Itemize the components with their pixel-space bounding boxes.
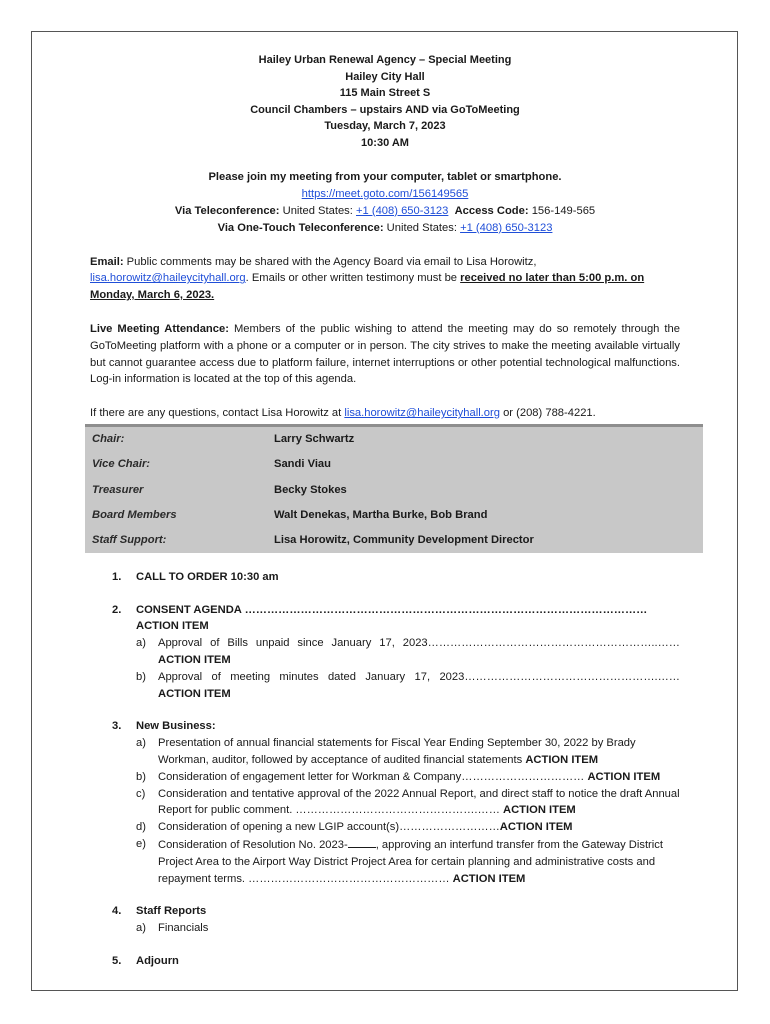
onetouch-line xyxy=(90,220,680,237)
header-date: Tuesday, March 7, 2023 xyxy=(324,120,446,133)
agenda-item-call-to-order xyxy=(112,569,680,586)
agenda-document xyxy=(90,52,680,986)
board-row xyxy=(85,477,703,502)
access-label: Access Code: xyxy=(454,204,529,217)
access-code: 156-149-565 xyxy=(528,204,596,217)
action-item-label: ACTION ITEM xyxy=(158,687,231,700)
header-room: Council Chambers – upstairs AND via GoToMeeting xyxy=(250,103,520,116)
sub-letter: b) xyxy=(136,770,146,783)
deadline-text: received no later than 5:00 p.m. on Monday, March 6, 2023. xyxy=(90,272,645,302)
header-time: 10:30 AM xyxy=(361,136,409,149)
email-label: Email: xyxy=(90,255,124,268)
item-title: New Business: xyxy=(136,720,216,733)
live-attendance-paragraph xyxy=(90,321,680,388)
board-row xyxy=(85,427,703,452)
item-number: 5. xyxy=(112,955,122,968)
board-row xyxy=(85,452,703,477)
sub-text: Financials xyxy=(158,922,209,935)
board-table xyxy=(85,424,703,553)
onetouch-phone-link[interactable]: +1 (408) 650-3123 xyxy=(460,221,553,234)
live-text: Members of the public wishing to attend the meeting may do so remotely through the GoToMeeting platform with a phone or a computer or in person. The city strives to make the meeting available virtually but cannot guarantee access due to platform failure, internet interruptions or other potential technological malfunctions. Log-in information is located at the top of this agenda. xyxy=(90,322,680,386)
tele-country: United States: xyxy=(279,204,356,217)
contact-email-link[interactable]: lisa.horowitz@haileycityhall.org xyxy=(344,407,500,420)
live-label: Live Meeting Attendance: xyxy=(90,322,229,335)
board-role: Treasurer xyxy=(92,483,144,496)
item-number: 3. xyxy=(112,720,122,733)
action-item-label: ACTION ITEM xyxy=(587,770,661,783)
contact-phone: or (208) 788-4221. xyxy=(499,407,596,420)
board-role: Board Members xyxy=(92,508,177,521)
email-text-2: . Emails or other written testimony must be xyxy=(245,272,461,285)
board-row xyxy=(85,528,703,553)
action-item-label: ACTION ITEM xyxy=(452,872,526,885)
agenda-list xyxy=(112,569,680,970)
sub-letter: a) xyxy=(136,637,146,650)
sub-item xyxy=(136,920,680,937)
sub-letter: c) xyxy=(136,787,146,800)
email-text: Public comments may be shared with the Agency Board via email to Lisa Horowitz, xyxy=(123,255,537,268)
join-instruction: Please join my meeting from your computer, tablet or smartphone. xyxy=(208,170,562,183)
sub-item xyxy=(136,819,680,836)
sub-letter: e) xyxy=(136,838,146,851)
board-name: Walt Denekas, Martha Burke, Bob Brand xyxy=(274,508,488,521)
action-item-label: ACTION ITEM xyxy=(525,754,599,767)
contact-paragraph xyxy=(90,405,680,422)
sub-item xyxy=(136,635,680,669)
meeting-link[interactable]: https://meet.goto.com/156149565 xyxy=(301,187,469,200)
tele-phone-link[interactable]: +1 (408) 650-3123 xyxy=(356,204,449,217)
action-item-label: ACTION ITEM xyxy=(503,804,576,817)
sub-text: Consideration and tentative approval of the 2022 Annual Report, and direct staff to notice the draft Annual Report for public comment. ………………………………………….…… xyxy=(158,787,680,817)
board-name: Sandi Viau xyxy=(274,458,331,471)
header-venue: Hailey City Hall xyxy=(345,70,425,83)
sub-item xyxy=(136,669,680,703)
item-number: 1. xyxy=(112,570,122,583)
header-address: 115 Main Street S xyxy=(339,87,431,100)
email-link[interactable]: lisa.horowitz@haileycityhall.org xyxy=(90,272,246,285)
sub-letter: a) xyxy=(136,922,146,935)
sub-letter: d) xyxy=(136,821,146,834)
board-name: Lisa Horowitz, Community Development Director xyxy=(274,533,534,546)
item-number: 4. xyxy=(112,905,122,918)
board-name: Becky Stokes xyxy=(274,483,347,496)
sub-text: Approval of Bills unpaid since January 17, 2023……………………………………………………..…… xyxy=(158,637,680,650)
item-title: Staff Reports xyxy=(136,905,207,918)
teleconference-line xyxy=(90,203,680,220)
sub-letter: b) xyxy=(136,670,146,683)
sub-text-2: , approving an interfund transfer from the Gateway District Project Area to the Airport Way District Project Area for certain planning and administrative costs and repayment terms. ……………………………………………… xyxy=(158,839,663,885)
board-role: Vice Chair: xyxy=(92,458,151,471)
resolution-number-blank xyxy=(348,836,376,848)
item-title: Adjourn xyxy=(136,955,179,968)
agenda-item-staff-reports xyxy=(112,903,680,937)
tele-label: Via Teleconference: xyxy=(174,204,280,217)
board-role: Chair: xyxy=(92,433,125,446)
onetouch-country: United States: xyxy=(383,221,461,234)
board-role: Staff Support: xyxy=(92,533,167,546)
sub-letter: a) xyxy=(136,737,146,750)
agenda-item-consent xyxy=(112,602,680,703)
agenda-item-new-business xyxy=(112,718,680,887)
agenda-item-adjourn xyxy=(112,953,680,970)
sub-text: Consideration of engagement letter for Workman & Company…………………………… xyxy=(158,770,588,783)
sub-text: Consideration of Resolution No. 2023- xyxy=(158,839,348,852)
join-info xyxy=(90,169,680,237)
sub-item xyxy=(136,836,680,887)
sub-item xyxy=(136,735,680,769)
board-name: Larry Schwartz xyxy=(274,433,355,446)
contact-text: If there are any questions, contact Lisa Horowitz at xyxy=(90,407,345,420)
item-title: CONSENT AGENDA ……………………………………………………………………………………………… ACTION ITEM xyxy=(136,603,648,633)
meeting-header xyxy=(90,52,680,152)
sub-text: Approval of meeting minutes dated January 17, 2023…………………………………………….…… xyxy=(158,670,680,683)
item-number: 2. xyxy=(112,603,122,616)
onetouch-label: Via One-Touch Teleconference: xyxy=(217,221,384,234)
email-paragraph xyxy=(90,254,680,304)
sub-text: Consideration of opening a new LGIP account(s)……………………… xyxy=(158,821,500,834)
header-title: Hailey Urban Renewal Agency – Special Meeting xyxy=(258,54,512,66)
sub-text: Presentation of annual financial statements for Fiscal Year Ending September 30, 2022 by Brady Workman, auditor, followed by acceptance of audited financial statements xyxy=(158,737,636,767)
action-item-label: ACTION ITEM xyxy=(158,654,231,667)
item-title: CALL TO ORDER 10:30 am xyxy=(136,570,279,583)
action-item-label: ACTION ITEM xyxy=(499,821,573,834)
sub-item xyxy=(136,769,680,786)
board-row xyxy=(85,503,703,528)
sub-item xyxy=(136,786,680,820)
